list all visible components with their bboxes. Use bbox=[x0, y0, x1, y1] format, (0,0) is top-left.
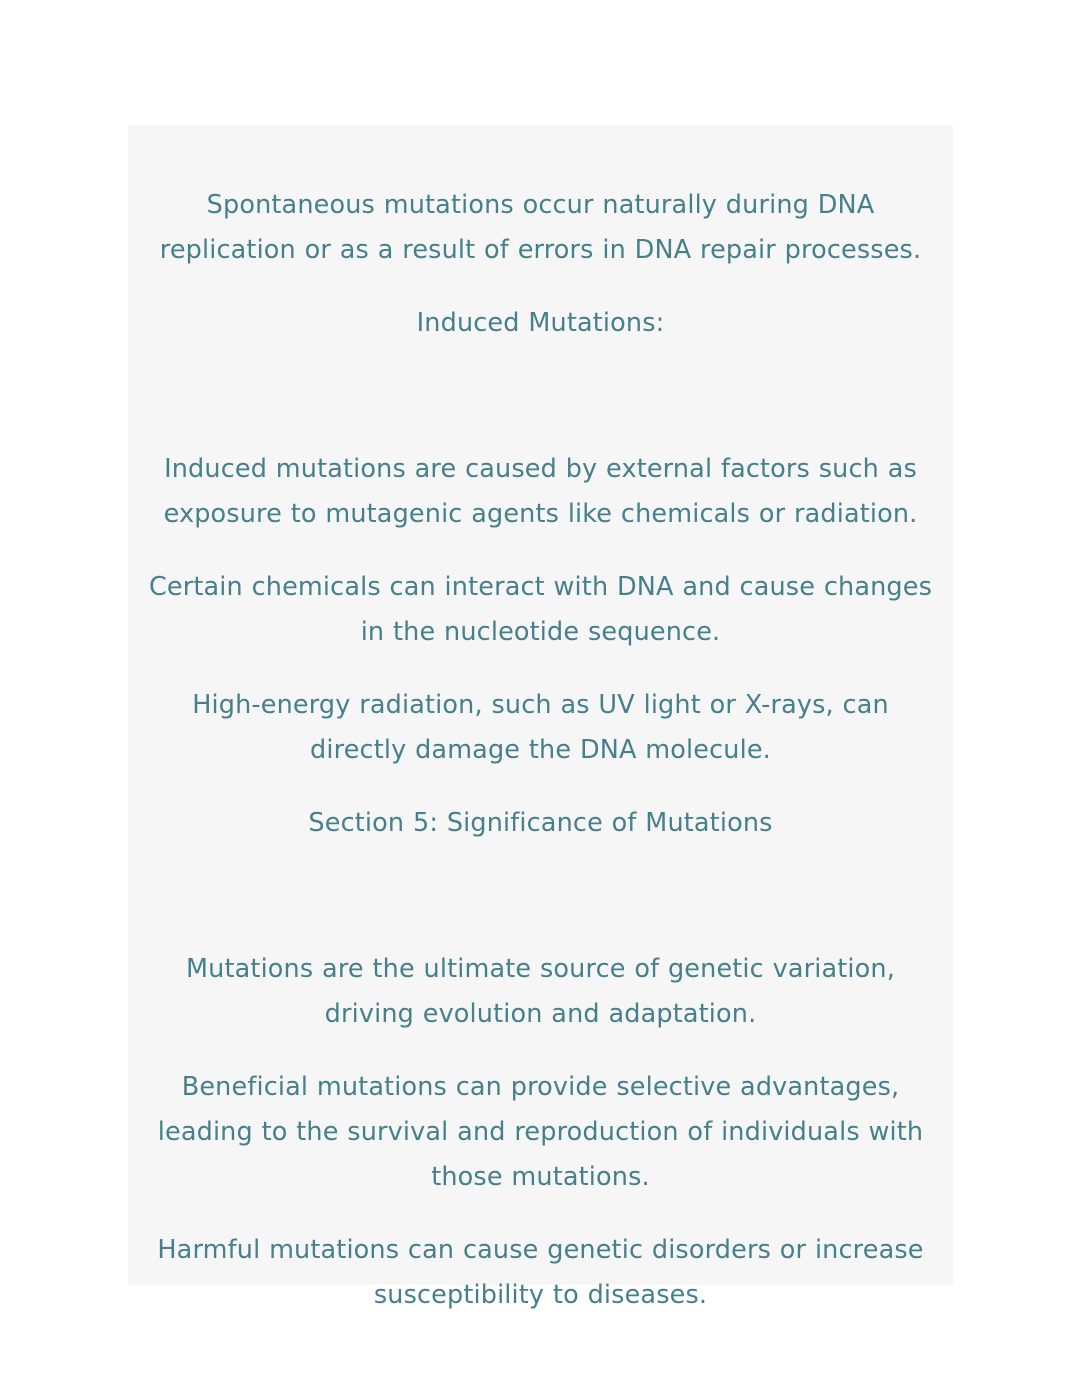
paragraph-harmful-mutations: Harmful mutations can cause genetic disorders or increase susceptibility to diseases. bbox=[157, 1235, 924, 1310]
spacer-after-induced-mutations-heading bbox=[134, 374, 947, 419]
paragraph-induced-mutations-external-factors: Induced mutations are caused by external factors such as exposure to mutagenic agents like chemicals or radiation. bbox=[163, 454, 918, 529]
paragraph-high-energy-radiation: High-energy radiation, such as UV light or X-rays, can directly damage the DNA molecule. bbox=[192, 690, 889, 765]
heading-induced-mutations: Induced Mutations: bbox=[416, 308, 665, 338]
document-content-panel bbox=[128, 125, 953, 1310]
heading-section-5-significance-of-mutations: Section 5: Significance of Mutations bbox=[308, 808, 773, 838]
paragraph-chemicals-interact-dna: Certain chemicals can interact with DNA and cause changes in the nucleotide sequence. bbox=[148, 572, 933, 647]
spacer-after-section-5-heading bbox=[134, 874, 947, 919]
paragraph-beneficial-mutations: Beneficial mutations can provide selective advantages, leading to the survival and reproduction of individuals with those mutations. bbox=[157, 1072, 924, 1192]
paragraph-mutations-source-of-genetic-variation: Mutations are the ultimate source of genetic variation, driving evolution and adaptation. bbox=[186, 954, 895, 1029]
paragraph-spontaneous-mutations: Spontaneous mutations occur naturally during DNA replication or as a result of errors in DNA repair processes. bbox=[159, 190, 922, 265]
